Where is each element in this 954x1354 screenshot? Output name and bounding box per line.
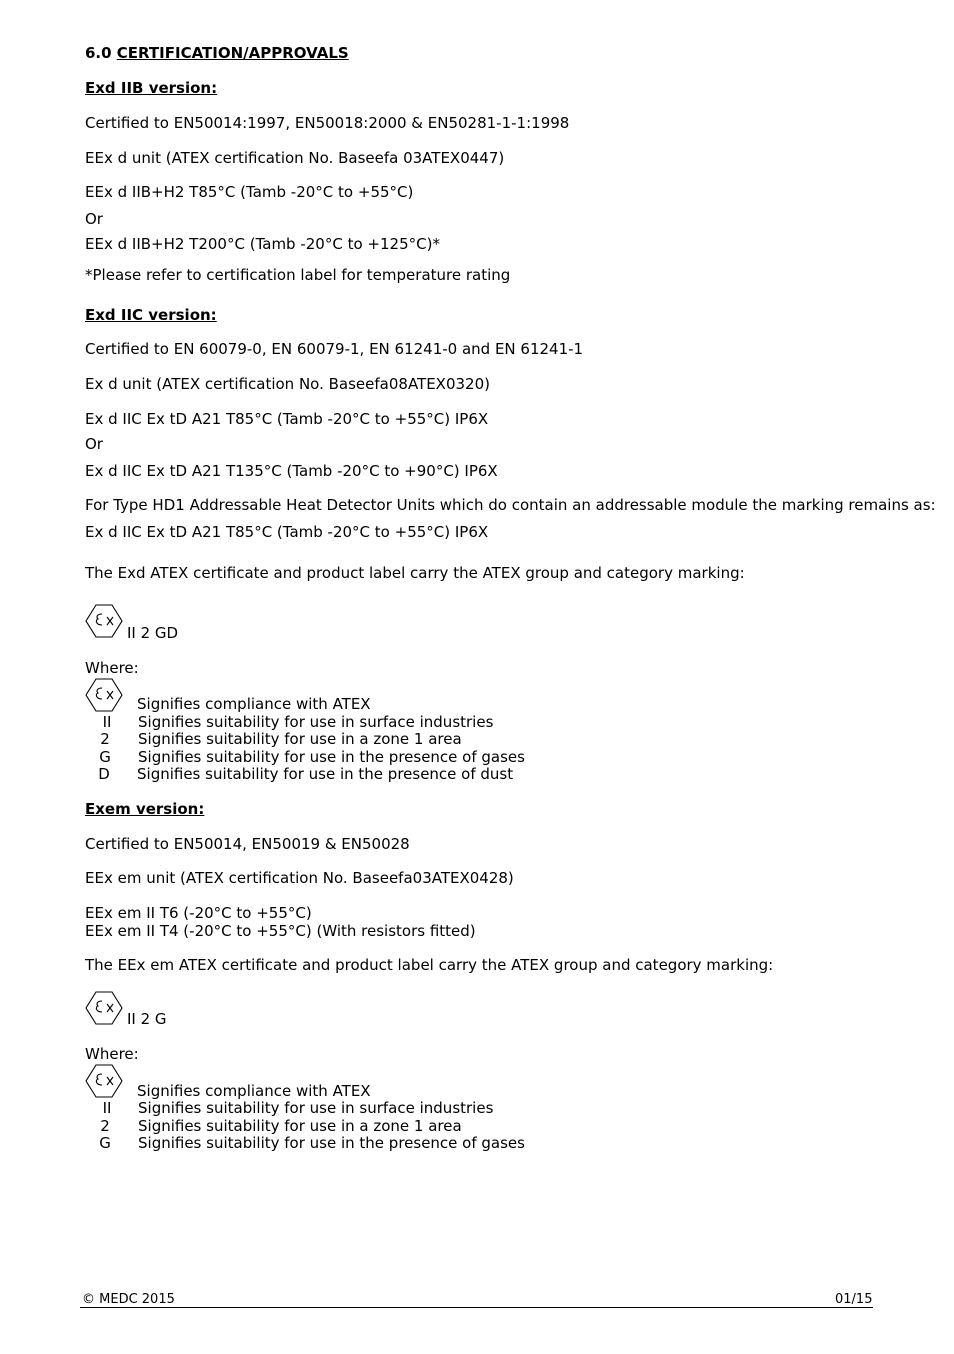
exd-iic-rating-2: Ex d IIC Ex tD A21 T135°C (Tamb -20°C to +90°C) IP6X [85,462,498,480]
exem-legend-desc: Signifies suitability for use in a zone 1 area [138,1117,462,1135]
atex-ex-hexagon-icon [84,1064,124,1098]
exd-iib-unit: EEx d unit (ATEX certification No. Baseefa 03ATEX0447) [85,149,505,167]
section-heading: 6.0 CERTIFICATION/APPROVALS [85,44,349,62]
exd-iib-title: Exd IIB version: [85,79,218,97]
exd-iic-legend-desc: Signifies compliance with ATEX [137,695,371,713]
exem-label-note: The EEx em ATEX certificate and product label carry the ATEX group and category marking: [85,956,774,974]
exd-iic-or: Or [85,435,103,453]
exd-iic-legend-key: G [99,748,111,766]
exd-iic-where: Where: [85,659,139,677]
exd-iic-label-note: The Exd ATEX certificate and product label carry the ATEX group and category marking: [85,564,745,582]
exd-iic-legend-key: 2 [100,730,110,748]
exem-cert: Certified to EN50014, EN50019 & EN50028 [85,835,410,853]
footer-revision: 01/15 [835,1292,873,1307]
exem-rating-1: EEx em II T6 (-20°C to +55°C) [85,904,312,922]
exd-iib-rating-1: EEx d IIB+H2 T85°C (Tamb -20°C to +55°C) [85,183,414,201]
exem-legend-desc: Signifies suitability for use in surface industries [138,1099,494,1117]
exd-iic-legend-desc: Signifies suitability for use in the presence of gases [138,748,525,766]
exd-iic-legend-desc: Signifies suitability for use in the presence of dust [137,765,514,783]
exd-iic-legend-desc: Signifies suitability for use in a zone 1 area [138,730,462,748]
atex-ex-hexagon-icon [84,991,124,1025]
exem-title: Exem version: [85,800,205,818]
exd-iib-rating-2: EEx d IIB+H2 T200°C (Tamb -20°C to +125°C)* [85,235,440,253]
exem-unit: EEx em unit (ATEX certification No. Baseefa03ATEX0428) [85,869,514,887]
exd-iib-note: *Please refer to certification label for temperature rating [85,266,511,284]
exd-iic-cert: Certified to EN 60079-0, EN 60079-1, EN 61241-0 and EN 61241-1 [85,340,584,358]
atex-ex-hexagon-icon [84,678,124,712]
exd-iic-marking: II 2 GD [127,624,179,642]
exd-iic-unit: Ex d unit (ATEX certification No. Baseefa08ATEX0320) [85,375,490,393]
exd-iic-hd1-rating: Ex d IIC Ex tD A21 T85°C (Tamb -20°C to +55°C) IP6X [85,523,489,541]
exem-legend-key: G [99,1134,111,1152]
exem-legend-key: 2 [100,1117,110,1135]
footer-copyright: © MEDC 2015 [82,1292,175,1307]
exd-iib-cert: Certified to EN50014:1997, EN50018:2000 & EN50281-1-1:1998 [85,114,570,132]
exem-rating-2: EEx em II T4 (-20°C to +55°C) (With resistors fitted) [85,922,476,940]
atex-ex-hexagon-icon [84,604,124,638]
exd-iic-legend-key: II [102,713,112,731]
exem-legend-key: II [102,1099,112,1117]
exem-marking: II 2 G [127,1010,167,1028]
exem-where: Where: [85,1045,139,1063]
exd-iic-rating-1: Ex d IIC Ex tD A21 T85°C (Tamb -20°C to +55°C) IP6X [85,410,489,428]
exd-iic-title: Exd IIC version: [85,306,217,324]
footer-rule [80,1307,873,1308]
exd-iic-hd1-note: For Type HD1 Addressable Heat Detector Units which do contain an addressable module the marking remains as: [85,496,936,514]
exd-iib-or: Or [85,210,103,228]
exem-legend-desc: Signifies suitability for use in the presence of gases [138,1134,525,1152]
exd-iic-legend-desc: Signifies suitability for use in surface industries [138,713,494,731]
exem-legend-desc: Signifies compliance with ATEX [137,1082,371,1100]
exd-iic-legend-key: D [98,765,110,783]
